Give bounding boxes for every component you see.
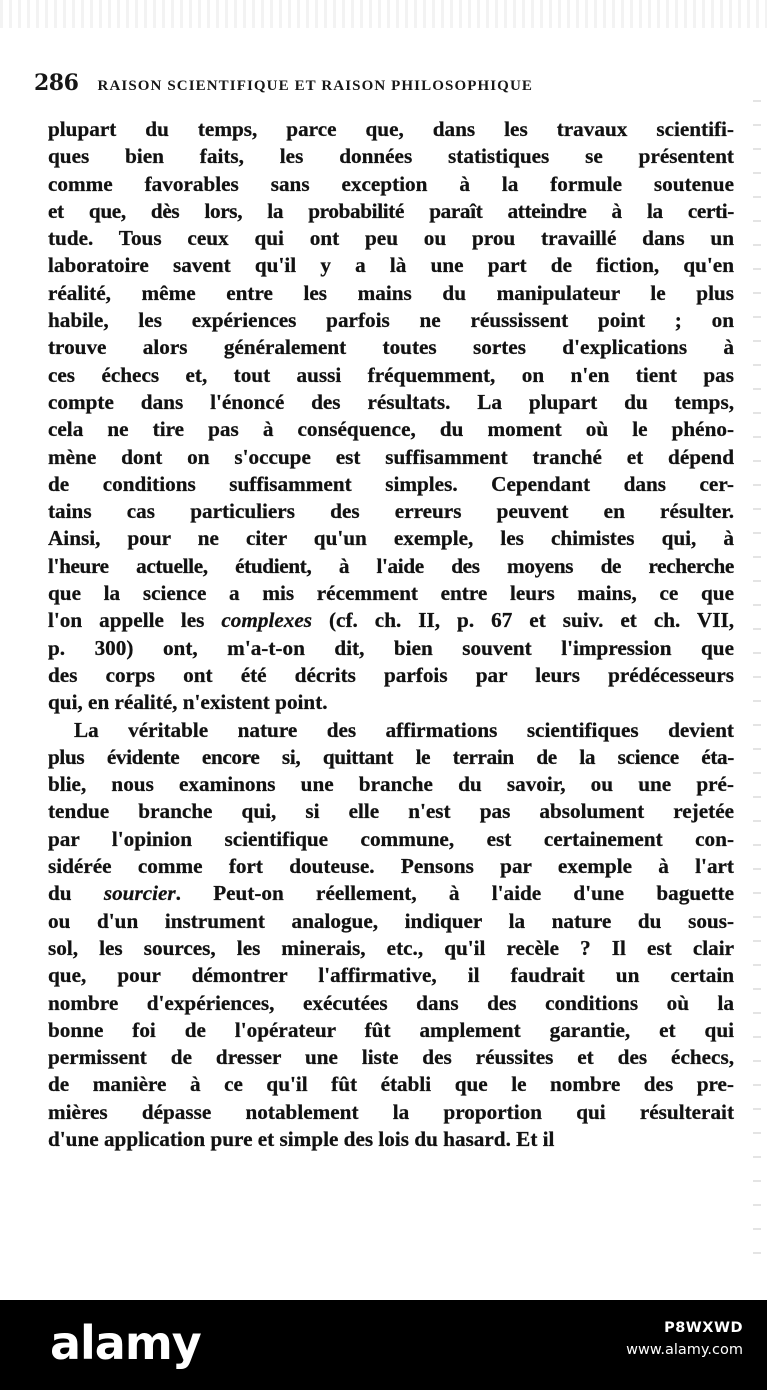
text-line: trouve alors généralement toutes sortes d'explications à	[48, 335, 734, 360]
text-line: La véritable nature des affirmations scientifiques devient	[74, 717, 734, 742]
text-line: sol, les sources, les minerais, etc., qu'il recèle ? Il est clair	[48, 935, 734, 960]
text-line: sidérée comme fort douteuse. Pensons par exemple à l'art	[48, 854, 734, 879]
text-line: par l'opinion scientifique commune, est certainement con-	[48, 826, 734, 851]
running-title: RAISON SCIENTIFIQUE ET RAISON PHILOSOPHIQUE	[97, 78, 533, 94]
text-segment: du	[48, 881, 104, 906]
text-line: de conditions suffisamment simples. Cependant dans cer-	[48, 471, 734, 496]
text-line: comme favorables sans exception à la formule soutenue	[48, 171, 734, 196]
text-line: des corps ont été décrits parfois par leurs prédécesseurs	[48, 662, 734, 687]
text-line: ques bien faits, les données statistiques se présentent	[48, 144, 734, 169]
watermark-url: www.alamy.com	[626, 1342, 743, 1358]
scan-artifact-top	[0, 0, 767, 28]
text-line: nombre d'expériences, exécutées dans des conditions où la	[48, 990, 734, 1015]
text-line: d'une application pure et simple des lois du hasard. Et il	[48, 1126, 555, 1151]
text-line: tains cas particuliers des erreurs peuvent en résulter.	[48, 499, 734, 524]
text-line: ces échecs et, tout aussi fréquemment, on n'en tient pas	[48, 362, 734, 387]
watermark-logo: alamy	[50, 1316, 201, 1370]
watermark-bar	[0, 1300, 767, 1390]
text-line: habile, les expériences parfois ne réussissent point ; on	[48, 308, 734, 333]
scan-artifact-edge	[753, 100, 761, 1270]
text-line	[48, 607, 734, 634]
text-line: l'heure actuelle, étudient, à l'aide des moyens de recherche	[48, 553, 734, 578]
text-line	[48, 880, 734, 907]
italic-term: complexes	[221, 608, 313, 633]
text-line: tendue branche qui, si elle n'est pas absolument rejetée	[48, 799, 734, 824]
text-line: mène dont on s'occupe est suffisamment tranché et dépend	[48, 444, 734, 469]
text-line: tude. Tous ceux qui ont peu ou prou travaillé dans un	[48, 226, 734, 251]
text-segment: (cf. ch. II, p. 67 et suiv. et ch. VII,	[312, 608, 734, 633]
text-line: et que, dès lors, la probabilité paraît atteindre à la certi-	[48, 198, 734, 223]
text-line: p. 300) ont, m'a-t-on dit, bien souvent l'impression que	[48, 635, 734, 660]
body-text	[48, 116, 734, 1153]
text-line: réalité, même entre les mains du manipulateur le plus	[48, 280, 734, 305]
text-line: compte dans l'énoncé des résultats. La plupart du temps,	[48, 389, 734, 414]
text-line: plupart du temps, parce que, dans les travaux scientifi-	[48, 117, 734, 141]
text-line: Ainsi, pour ne citer qu'un exemple, les chimistes qui, à	[48, 526, 734, 551]
text-line: cela ne tire pas à conséquence, du moment où le phéno-	[48, 417, 734, 442]
text-line: que la science a mis récemment entre leurs mains, ce que	[48, 581, 734, 606]
text-line: de manière à ce qu'il fût établi que le nombre des pre-	[48, 1072, 734, 1097]
text-line: permissent de dresser une liste des réussites et des échecs,	[48, 1045, 734, 1070]
text-line: laboratoire savent qu'il y a là une part de fiction, qu'en	[48, 253, 734, 278]
watermark-image-id: P8WXWD	[664, 1320, 743, 1336]
text-line: plus évidente encore si, quittant le terrain de la science éta-	[48, 744, 734, 769]
text-line: mières dépasse notablement la proportion qui résulterait	[48, 1099, 734, 1124]
text-line: que, pour démontrer l'affirmative, il faudrait un certain	[48, 963, 734, 988]
page-header	[34, 70, 734, 100]
text-segment: . Peut-on réellement, à l'aide d'une baguette	[175, 881, 734, 906]
text-line: blie, nous examinons une branche du savoir, ou une pré-	[48, 772, 734, 797]
text-line: ou d'un instrument analogue, indiquer la nature du sous-	[48, 908, 734, 933]
watermark-info	[626, 1317, 743, 1361]
italic-term: sourcier	[103, 881, 176, 906]
text-line: bonne foi de l'opérateur fût amplement garantie, et qui	[48, 1017, 734, 1042]
page-number: 286	[34, 70, 79, 96]
text-line: qui, en réalité, n'existent point.	[48, 690, 328, 715]
text-segment: l'on appelle les	[48, 608, 222, 633]
